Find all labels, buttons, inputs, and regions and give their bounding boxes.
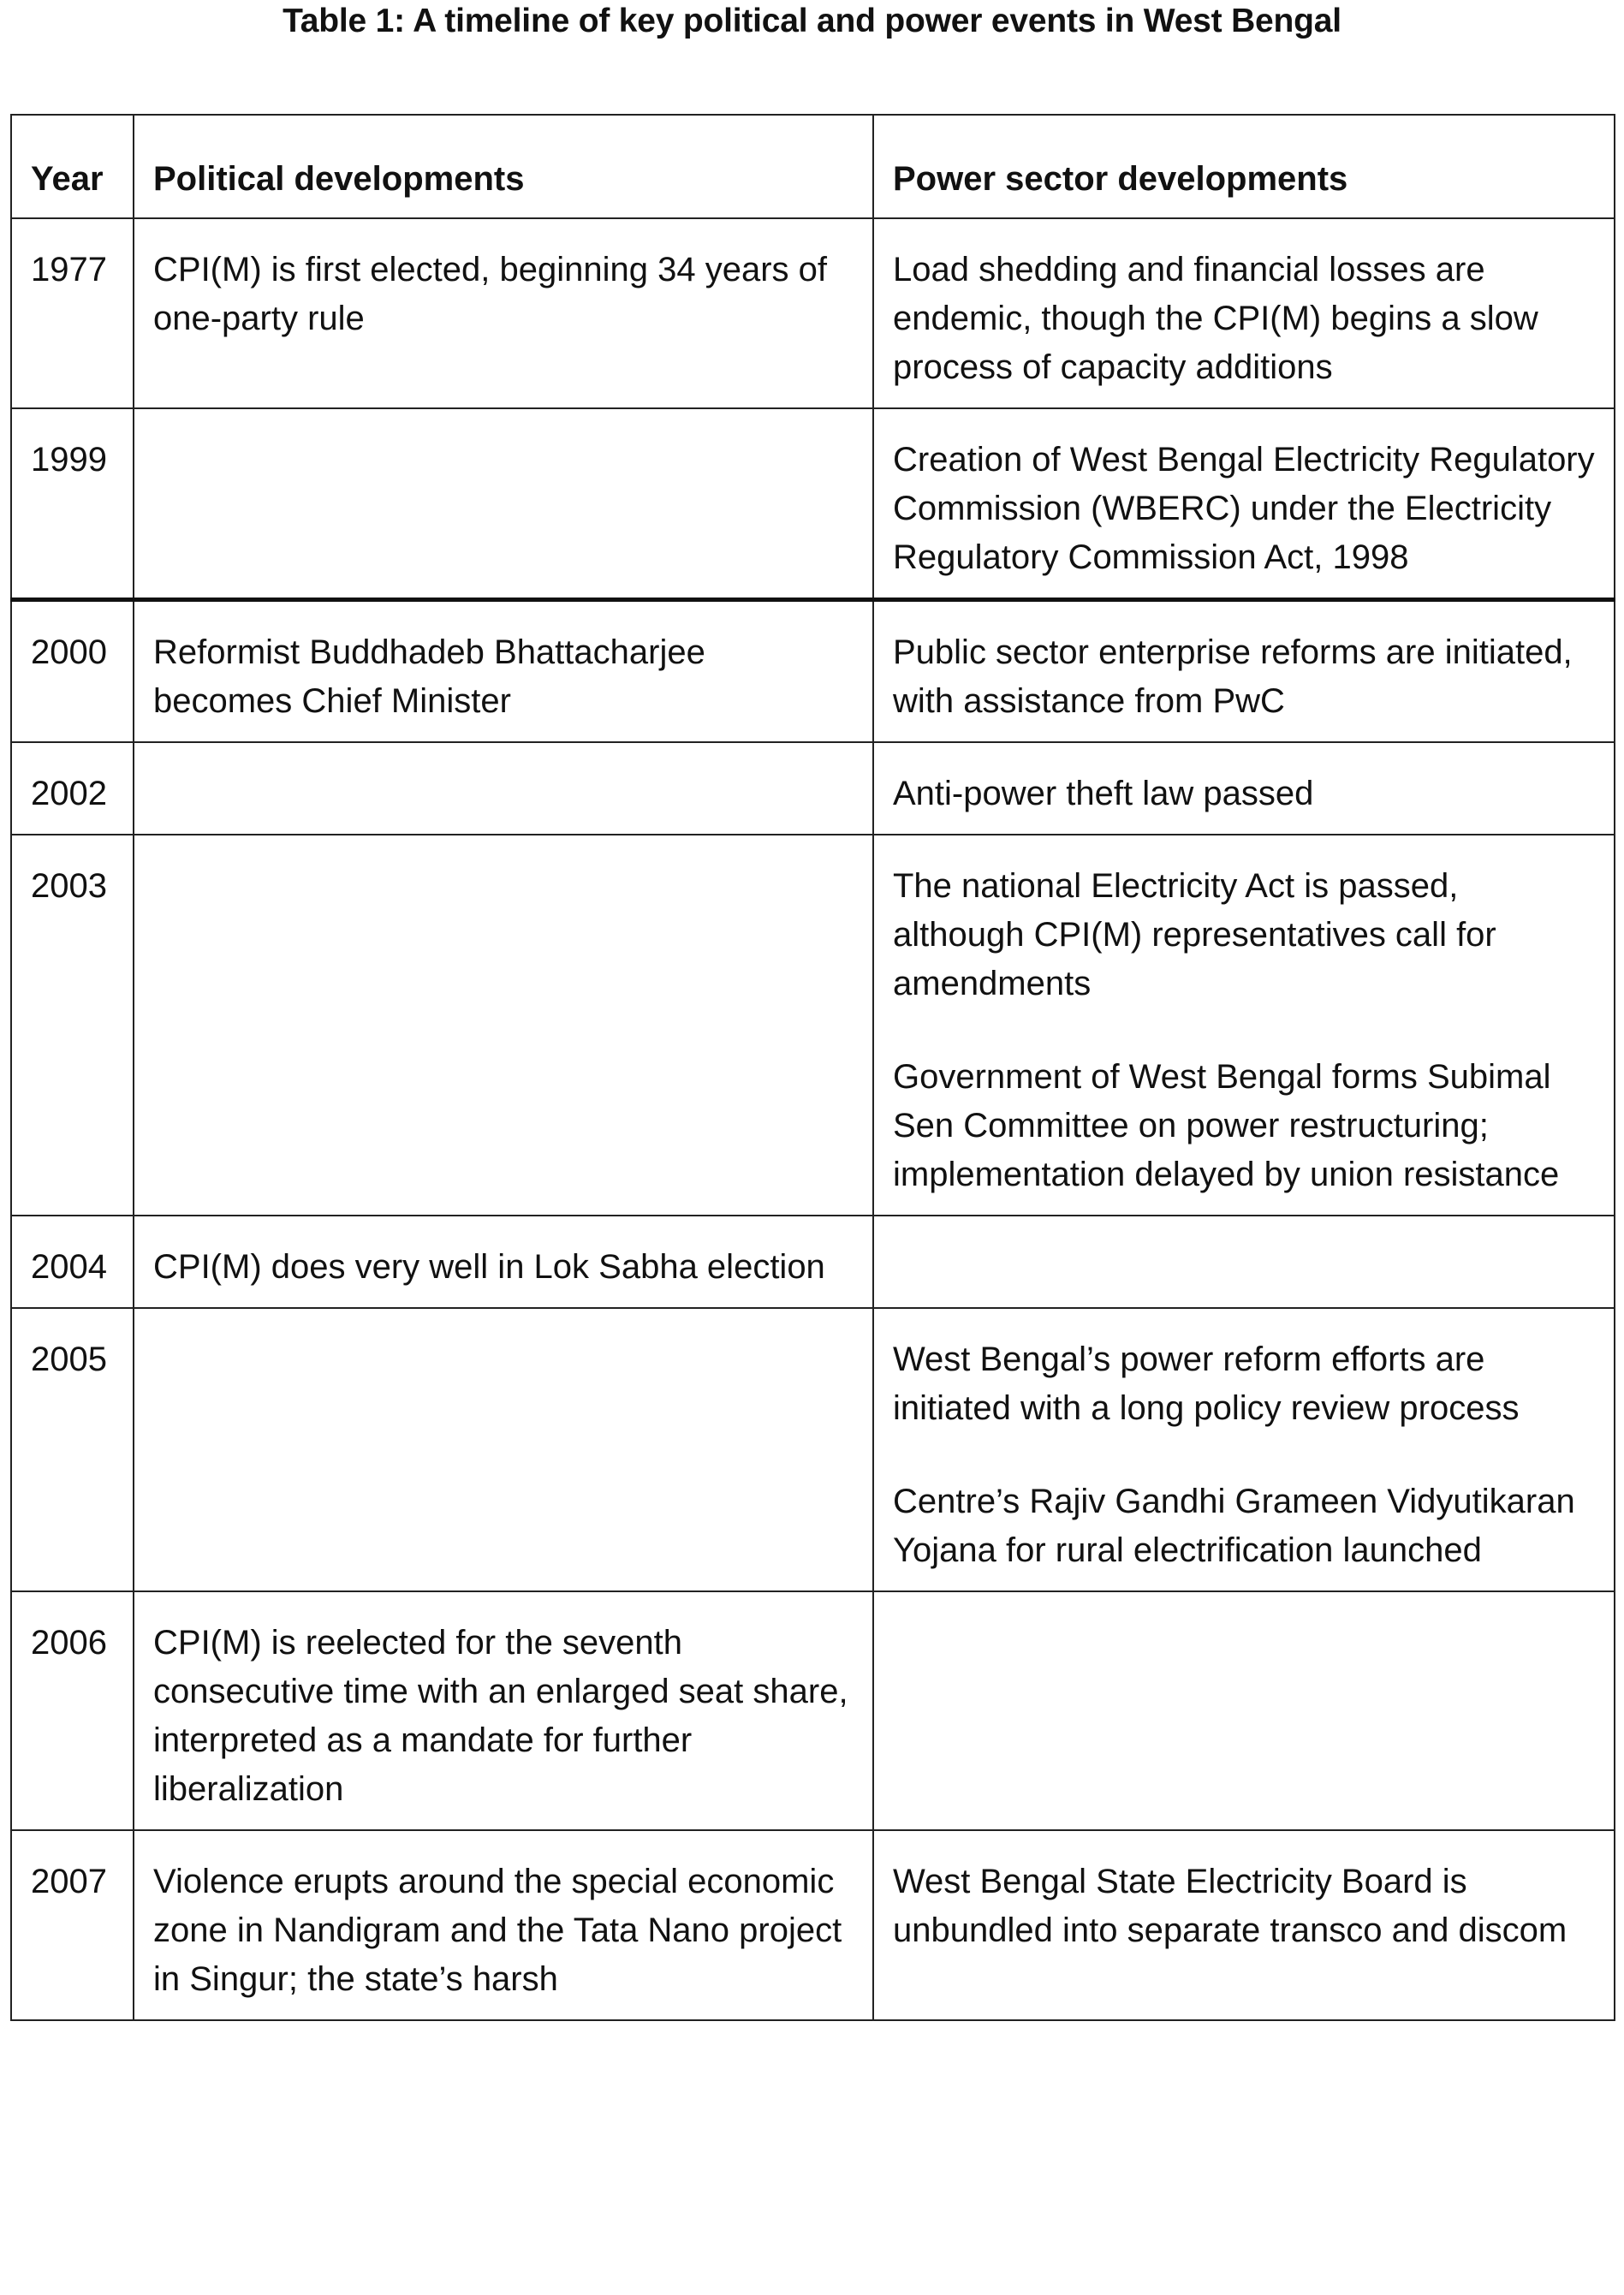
table-header-row	[11, 115, 1615, 218]
power-cell	[873, 1308, 1615, 1591]
table-row	[11, 1308, 1615, 1591]
power-cell	[873, 600, 1615, 743]
year-cell: 2003	[11, 835, 134, 1216]
table-row	[11, 835, 1615, 1216]
political-text: CPI(M) is reelected for the seventh consecutive time with an enlarged seat share, interpreted as a mandate for further liberalization	[153, 1624, 848, 1808]
power-cell	[873, 742, 1615, 835]
year-cell: 2002	[11, 742, 134, 835]
year-cell: 1999	[11, 408, 134, 600]
political-text: CPI(M) does very well in Lok Sabha election	[153, 1248, 825, 1286]
year-cell: 2005	[11, 1308, 134, 1591]
power-cell	[873, 218, 1615, 408]
table-row	[11, 742, 1615, 835]
year-cell: 2000	[11, 600, 134, 743]
political-cell	[134, 408, 873, 600]
timeline-table	[10, 114, 1615, 2021]
table-row	[11, 218, 1615, 408]
political-cell	[134, 1591, 873, 1830]
political-text: Reformist Buddhadeb Bhattacharjee becomes Chief Minister	[153, 633, 705, 720]
table-row	[11, 408, 1615, 600]
table-caption: Table 1: A timeline of key political and power events in West Bengal	[283, 3, 1341, 39]
year-cell: 2007	[11, 1830, 134, 2020]
political-text: Violence erupts around the special economic zone in Nandigram and the Tata Nano project in Singur; the state’s harsh	[153, 1863, 842, 1998]
political-cell	[134, 1216, 873, 1308]
political-cell	[134, 600, 873, 743]
power-cell	[873, 835, 1615, 1216]
power-text: Public sector enterprise reforms are initiated, with assistance from PwC	[893, 633, 1573, 720]
power-cell	[873, 1591, 1615, 1830]
power-column-header: Power sector developments	[873, 115, 1615, 218]
power-text: Centre’s Rajiv Gandhi Grameen Vidyutikaran Yojana for rural electrification launched	[893, 1483, 1575, 1569]
power-text: West Bengal’s power reform efforts are initiated with a long policy review process	[893, 1341, 1520, 1427]
power-text: Creation of West Bengal Electricity Regulatory Commission (WBERC) under the Electricity Regulatory Commission Act, 1998	[893, 441, 1595, 576]
power-text: The national Electricity Act is passed, although CPI(M) representatives call for amendments	[893, 867, 1496, 1002]
power-cell	[873, 1216, 1615, 1308]
year-cell: 2004	[11, 1216, 134, 1308]
political-cell	[134, 742, 873, 835]
power-text: Government of West Bengal forms Subimal Sen Committee on power restructuring; implementation delayed by union resistance	[893, 1058, 1560, 1193]
political-text: CPI(M) is first elected, beginning 34 years of one-party rule	[153, 251, 828, 337]
year-column-header: Year	[11, 115, 134, 218]
power-text: West Bengal State Electricity Board is unbundled into separate transco and discom	[893, 1863, 1567, 1949]
year-cell: 2006	[11, 1591, 134, 1830]
political-cell	[134, 1830, 873, 2020]
table-row	[11, 1216, 1615, 1308]
political-cell	[134, 835, 873, 1216]
power-text: Load shedding and financial losses are endemic, though the CPI(M) begins a slow process of capacity additions	[893, 251, 1538, 386]
year-cell: 1977	[11, 218, 134, 408]
power-text: Anti-power theft law passed	[893, 775, 1314, 812]
political-cell	[134, 218, 873, 408]
power-cell	[873, 408, 1615, 600]
table-body	[11, 218, 1615, 2020]
political-cell	[134, 1308, 873, 1591]
table-row	[11, 1591, 1615, 1830]
table-row	[11, 1830, 1615, 2020]
power-cell	[873, 1830, 1615, 2020]
political-column-header: Political developments	[134, 115, 873, 218]
table-row	[11, 600, 1615, 743]
